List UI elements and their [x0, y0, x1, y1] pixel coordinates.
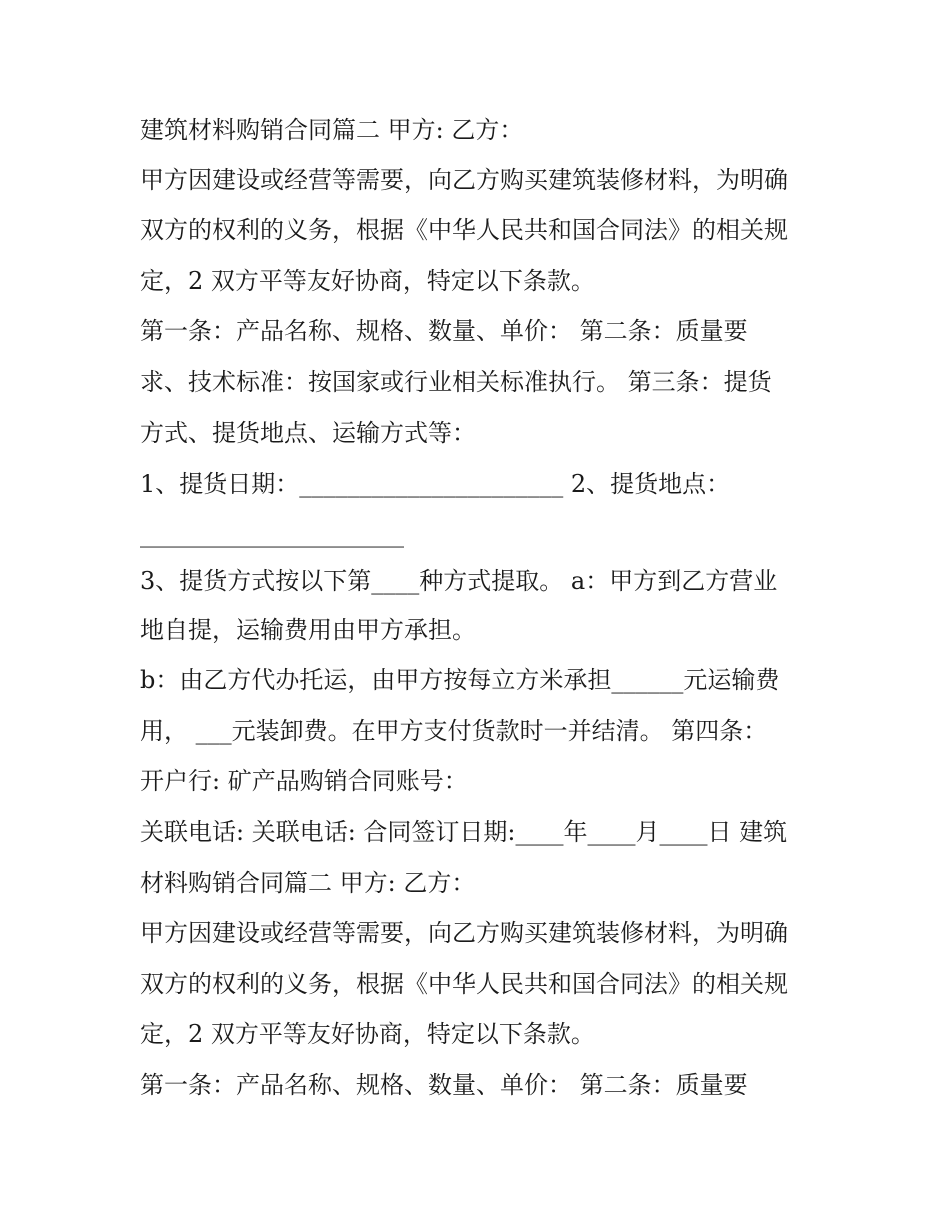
text-line: 第一条：产品名称、规格、数量、单价： 第二条：质量要: [140, 1071, 748, 1099]
text-line: 定，2 双方平等友好协商，特定以下条款。: [140, 267, 595, 295]
text-line: b：由乙方代办托运，由甲方按每立方米承担______元运输费: [140, 666, 780, 694]
text-line: 关联电话: 关联电话: 合同签订日期:____年____月____日 建筑: [140, 818, 788, 846]
text-line: 用， ___元装卸费。在甲方支付货款时一并结清。 第四条：: [140, 717, 768, 745]
text-line: 双方的权利的义务，根据《中华人民共和国合同法》的相关规: [140, 216, 788, 244]
text-line: 甲方因建设或经营等需要，向乙方购买建筑装修材料，为明确: [140, 166, 788, 194]
text-line: 方式、提货地点、运输方式等：: [140, 419, 476, 447]
text-line: 开户行: 矿产品购销合同账号：: [140, 767, 468, 795]
text-line: 材料购销合同篇二 甲方: 乙方：: [140, 869, 476, 897]
text-line: 第一条：产品名称、规格、数量、单价： 第二条：质量要: [140, 317, 748, 345]
text-line: 地自提，运输费用由甲方承担。: [140, 616, 476, 644]
text-line: 建筑材料购销合同篇二 甲方: 乙方：: [140, 116, 524, 144]
text-line: 甲方因建设或经营等需要，向乙方购买建筑装修材料，为明确: [140, 919, 788, 947]
text-line: ______________________: [140, 520, 404, 548]
text-line: 求、技术标准：按国家或行业相关标准执行。 第三条：提货: [140, 368, 772, 396]
text-line: 3、提货方式按以下第____种方式提取。 a：甲方到乙方营业: [140, 567, 778, 595]
text-line: 定，2 双方平等友好协商，特定以下条款。: [140, 1020, 595, 1048]
text-line: 1、提货日期：______________________ 2、提货地点：: [140, 470, 731, 498]
text-line: 双方的权利的义务，根据《中华人民共和国合同法》的相关规: [140, 970, 788, 998]
